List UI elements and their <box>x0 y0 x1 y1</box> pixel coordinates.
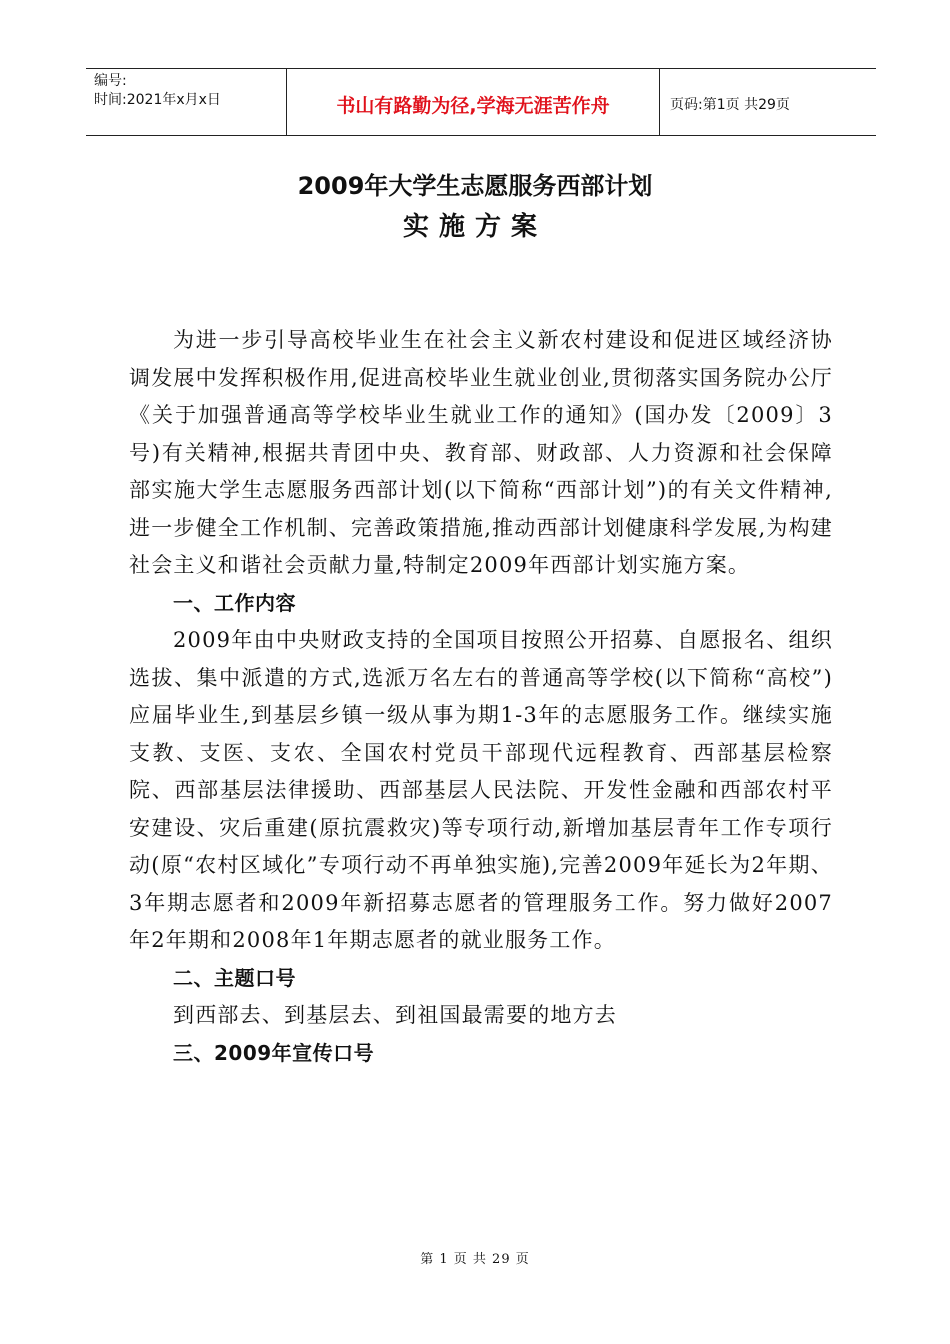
section-heading-publicity-slogan: 三、2009年宣传口号 <box>173 1040 375 1065</box>
page-info-text: 页码:第1页 共29页 <box>670 97 790 113</box>
document-title: 2009年大学生志愿服务西部计划 <box>297 172 653 200</box>
number-label: 编号: <box>94 73 127 89</box>
motto-text: 书山有路勤为径,学海无涯苦作舟 <box>336 94 610 117</box>
header-meta-cell <box>86 69 286 135</box>
theme-slogan-paragraph: 到西部去、到基层去、到祖国最需要的地方去 <box>173 1003 617 1027</box>
document-subtitle: 实施方案 <box>402 212 547 242</box>
intro-paragraph: 为进一步引导高校毕业生在社会主义新农村建设和促进区域经济协调发展中发挥积极作用,促进高校毕业生就业创业,贯彻落实国务院办公厅《关于加强普通高等学校毕业生就业工作的通知》(国办发〔2009〕3号)有关精神,根据共青团中央、教育部、财政部、人力资源和社会保障部实施大学生志愿服务西部计划(以下简称“西部计划”)的有关文件精神,进一步健全工作机制、完善政策措施,推动西部计划健康科学发展,为构建社会主义和谐社会贡献力量,特制定2009年西部计划实施方案。 <box>129 328 833 577</box>
motto-cell <box>286 69 660 135</box>
section-heading-work-content: 一、工作内容 <box>173 590 296 615</box>
page-footer: 第 1 页 共 29 页 <box>420 1252 530 1267</box>
header-table <box>86 68 876 136</box>
time-label: 时间:2021年x月x日 <box>94 92 221 108</box>
section-heading-theme-slogan: 二、主题口号 <box>173 965 296 990</box>
page-info-cell <box>660 69 876 135</box>
document-body <box>129 322 833 1072</box>
work-content-paragraph: 2009年由中央财政支持的全国项目按照公开招募、自愿报名、组织选拔、集中派遣的方式,选派万名左右的普通高等学校(以下简称“高校”)应届毕业生,到基层乡镇一级从事为期1-3年的志愿服务工作。继续实施支教、支医、支农、全国农村党员干部现代远程教育、西部基层检察院、西部基层法律援助、西部基层人民法院、开发性金融和西部农村平安建设、灾后重建(原抗震救灾)等专项行动,新增加基层青年工作专项行动(原“农村区域化”专项行动不再单独实施),完善2009年延长为2年期、3年期志愿者和2009年新招募志愿者的管理服务工作。努力做好2007年2年期和2008年1年期志愿者的就业服务工作。 <box>129 628 833 952</box>
